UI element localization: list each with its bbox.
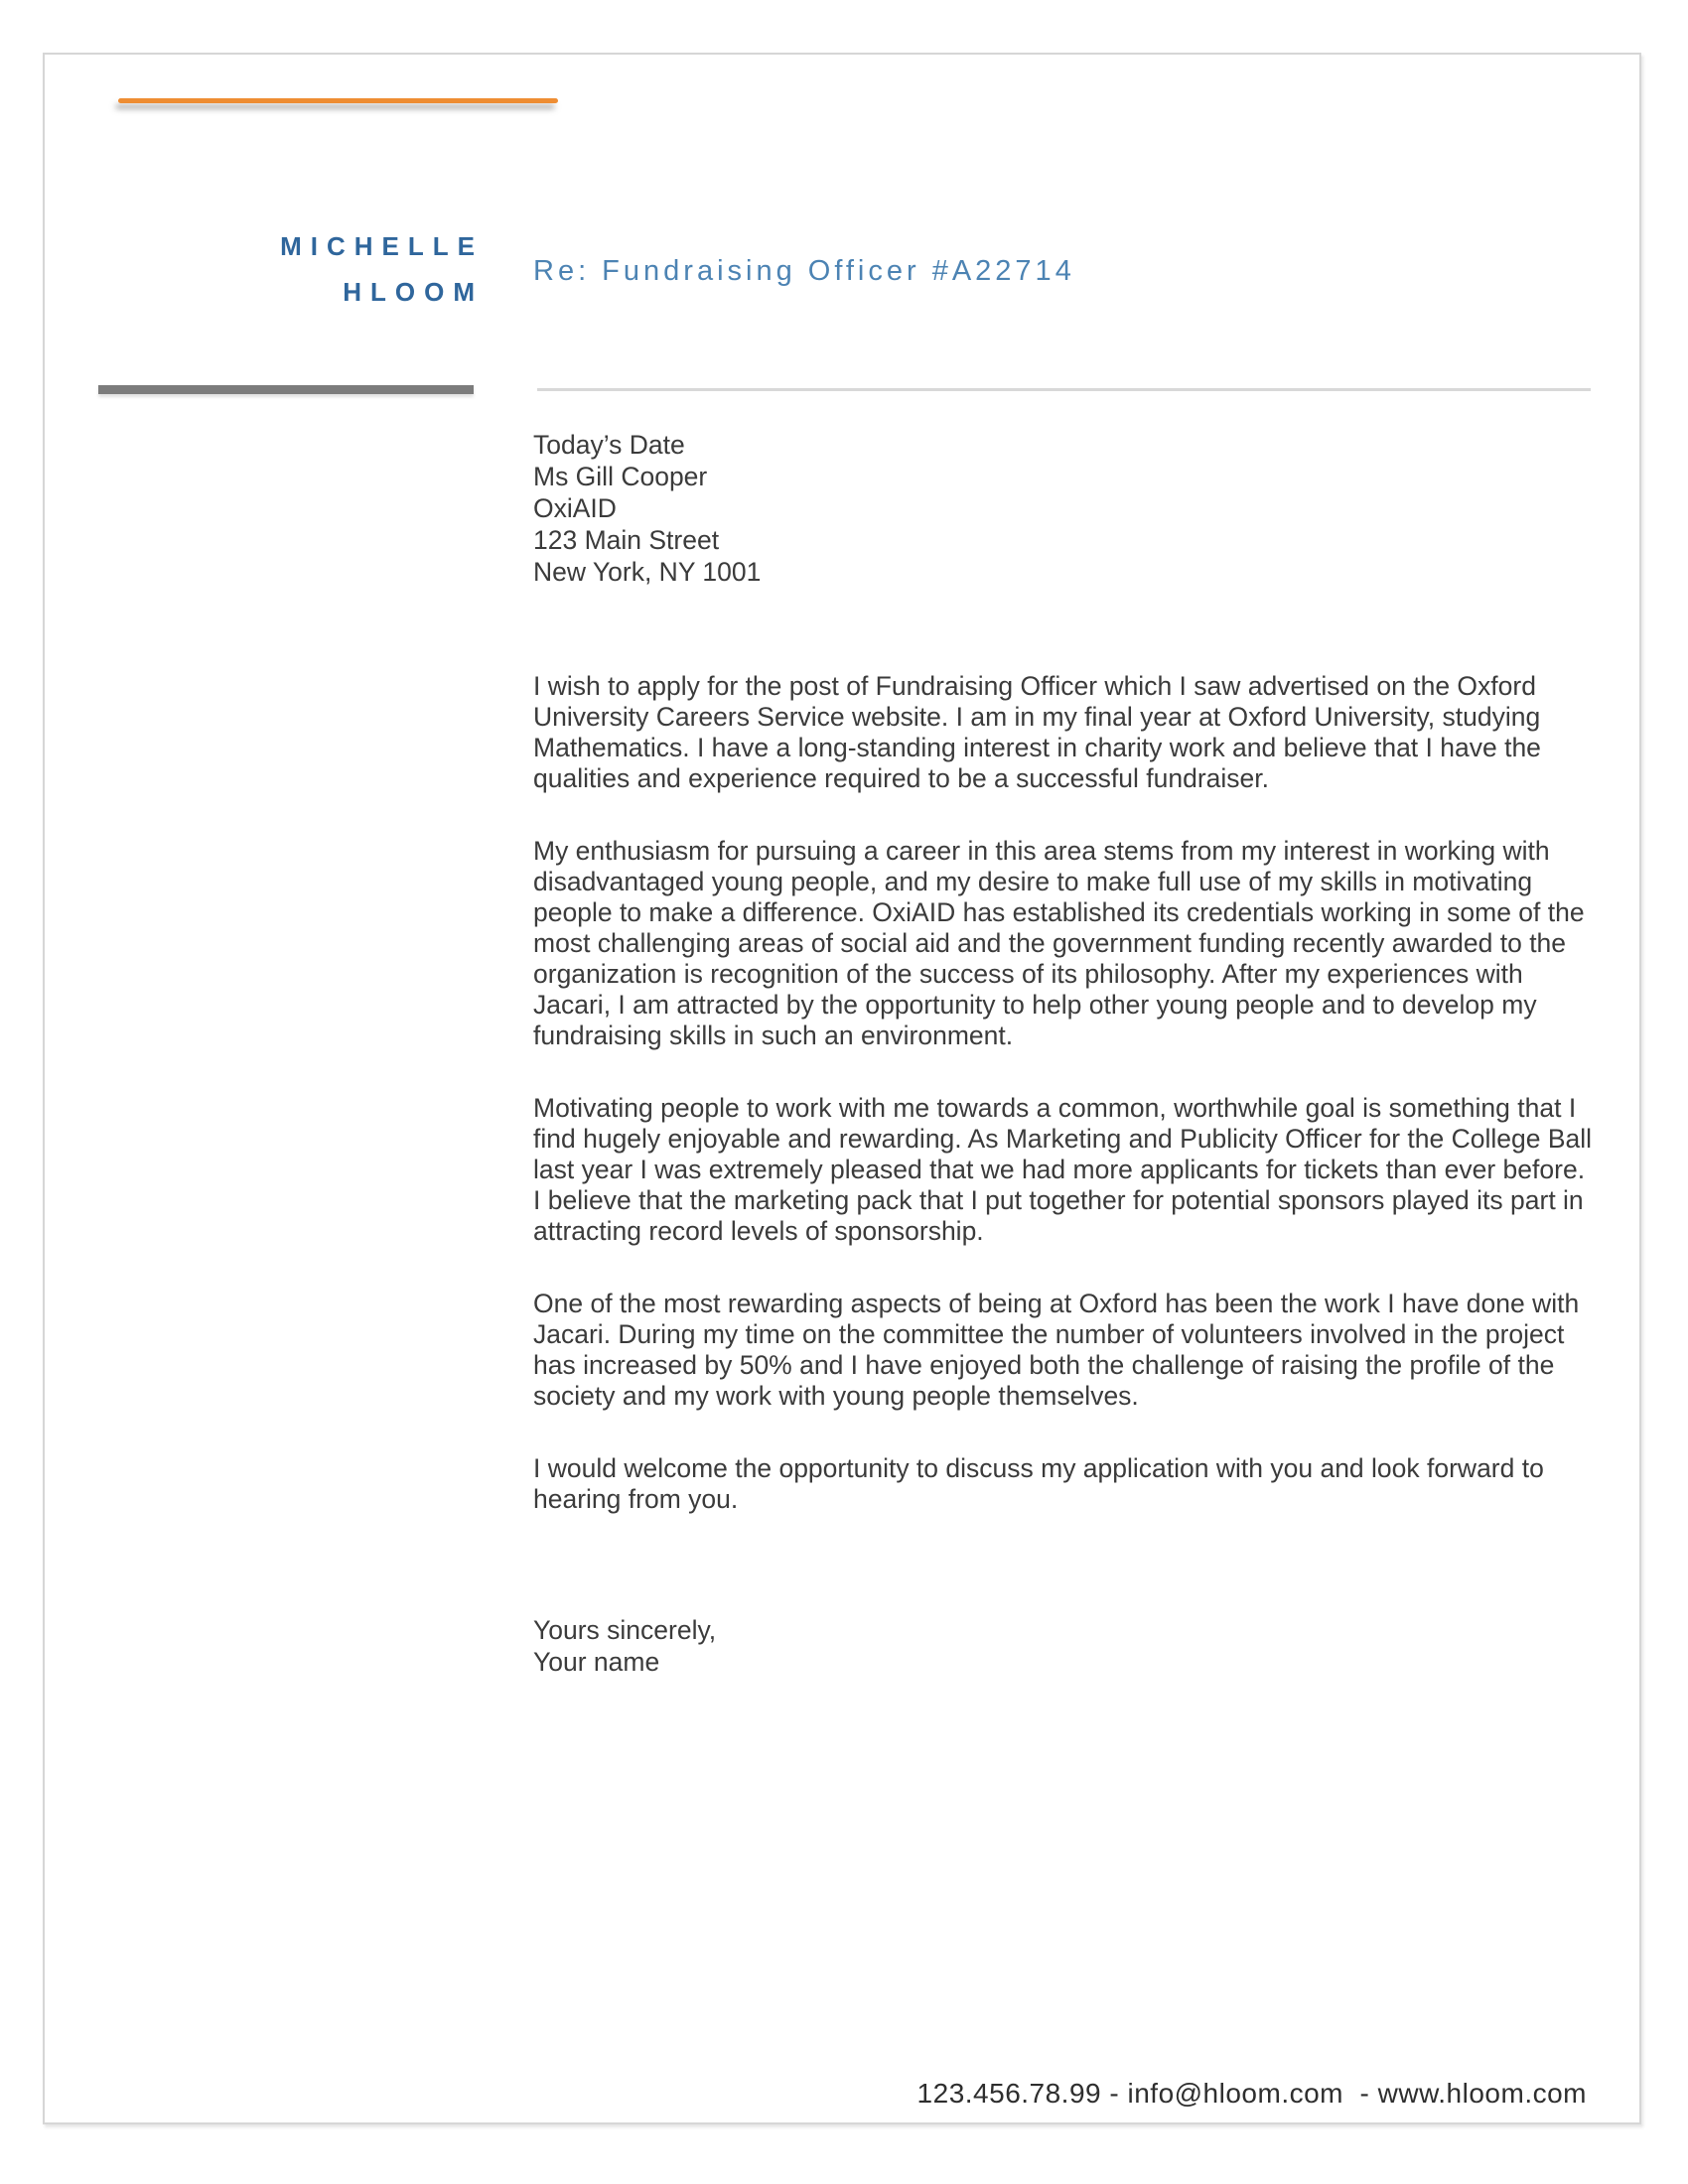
recipient-line-city: New York, NY 1001 <box>533 557 762 587</box>
recipient-line-date: Today’s Date <box>533 430 685 460</box>
letter-body <box>533 429 1594 1678</box>
recipient-block <box>533 429 1594 588</box>
valediction: Yours sincerely, <box>533 1615 717 1645</box>
signature-name: Your name <box>533 1647 660 1677</box>
page-footer <box>917 2078 1587 2110</box>
brand-divider-rule <box>98 385 474 394</box>
body-paragraph: I wish to apply for the post of Fundraising Officer which I saw advertised on the Oxford University Careers Service website. I am in my final year at Oxford University, studying Mathematics. I have a long-standing interest in charity work and believe that I have the qualities and experience required to be a successful fundraiser. <box>533 671 1541 793</box>
brand-name <box>74 223 484 315</box>
brand-last-name: HLOOM <box>343 277 484 307</box>
footer-contact: 123.456.78.99 - info@hloom.com - www.hloom.com <box>916 2078 1587 2109</box>
body-paragraph: Motivating people to work with me towards a common, worthwhile goal is something that I find hugely enjoyable and rewarding. As Marketing and Publicity Officer for the College Ball last year I was extremely pleased that we had more applicants for tickets than ever before. I believe that the marketing pack that I put together for potential sponsors played its part in attracting record levels of sponsorship. <box>533 1093 1593 1246</box>
body-paragraph: I would welcome the opportunity to discuss my application with you and look forward to hearing from you. <box>533 1453 1544 1514</box>
letter-page <box>43 53 1641 2124</box>
content-divider-rule <box>537 388 1591 391</box>
body-paragraph: One of the most rewarding aspects of being at Oxford has been the work I have done with Jacari. During my time on the committee the number of volunteers involved in the project has increased by 50% and I have enjoyed both the challenge of raising the profile of the society and my work with young people themselves. <box>533 1289 1580 1411</box>
recipient-line-name: Ms Gill Cooper <box>533 462 708 491</box>
accent-rule <box>118 98 558 103</box>
body-paragraph: My enthusiasm for pursuing a career in this area stems from my interest in working with disadvantaged young people, and my desire to make full use of my skills in motivating people to make a difference. OxiAID has established its credentials working in some of the most challenging areas of social aid and the government funding recently awarded to the organization is recognition of the success of its philosophy. After my experiences with Jacari, I am attracted by the opportunity to help other young people and to develop my fundraising skills in such an environment. <box>533 836 1585 1050</box>
subject-line: Re: Fundraising Officer #A22714 <box>533 255 1075 287</box>
recipient-line-organization: OxiAID <box>533 493 617 523</box>
brand-first-name: MICHELLE <box>280 231 484 261</box>
closing-block <box>533 1614 1594 1678</box>
recipient-line-street: 123 Main Street <box>533 525 720 555</box>
